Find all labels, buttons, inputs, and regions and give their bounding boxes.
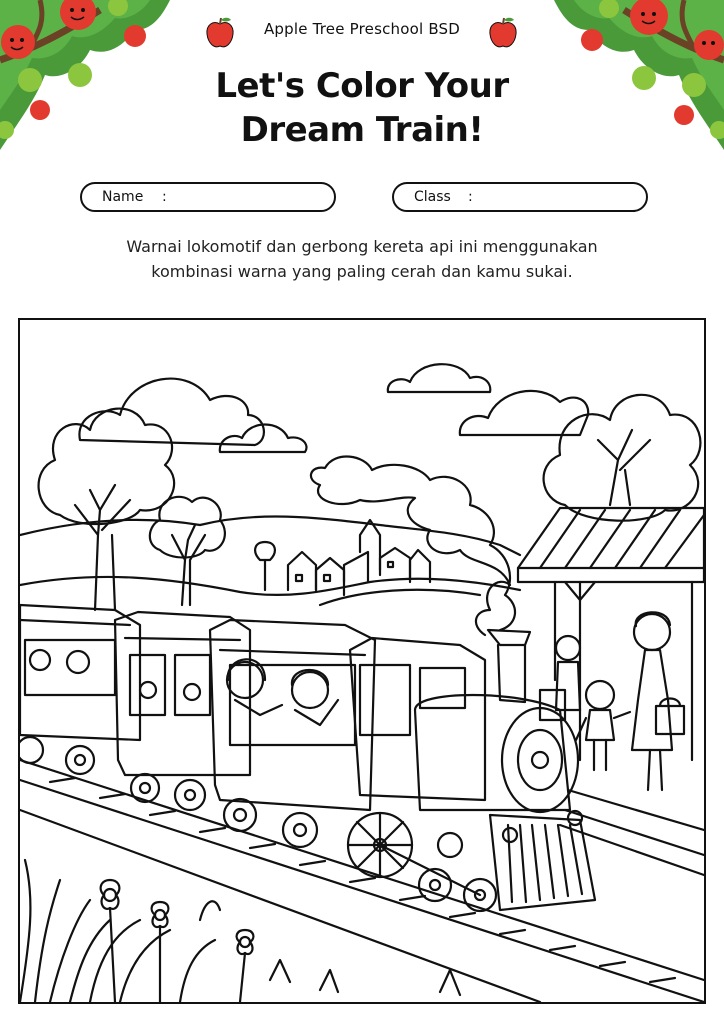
cloud [460,391,588,435]
name-colon: : [162,189,167,205]
tree [150,497,225,605]
apple-icon [488,16,518,50]
person-boy [556,636,580,710]
name-label: Name [102,189,144,205]
class-colon: : [468,189,473,205]
smoke [311,456,515,635]
person-woman [632,612,684,790]
cloud [388,364,490,392]
school-name: Apple Tree Preschool BSD [263,20,461,38]
railway-track [20,760,704,1002]
instruction-line-2: kombinasi warna yang paling cerah dan kamu sukai. [151,262,573,281]
train-car [20,605,140,774]
hills [20,516,520,555]
title-line-2: Dream Train! [240,110,484,150]
class-field[interactable] [392,182,648,212]
tree [255,542,275,590]
tree [544,395,701,521]
instruction-line-1: Warnai lokomotif dan gerbong kereta api ini menggunakan [126,237,598,256]
train-coloring-illustration [20,320,704,1002]
person-child [576,681,630,770]
coloring-frame [18,318,706,1004]
instructions [60,234,664,284]
page-title [0,64,724,152]
title-line-1: Let's Color Your [215,66,509,106]
class-label: Class [414,189,451,205]
name-field[interactable] [80,182,336,212]
